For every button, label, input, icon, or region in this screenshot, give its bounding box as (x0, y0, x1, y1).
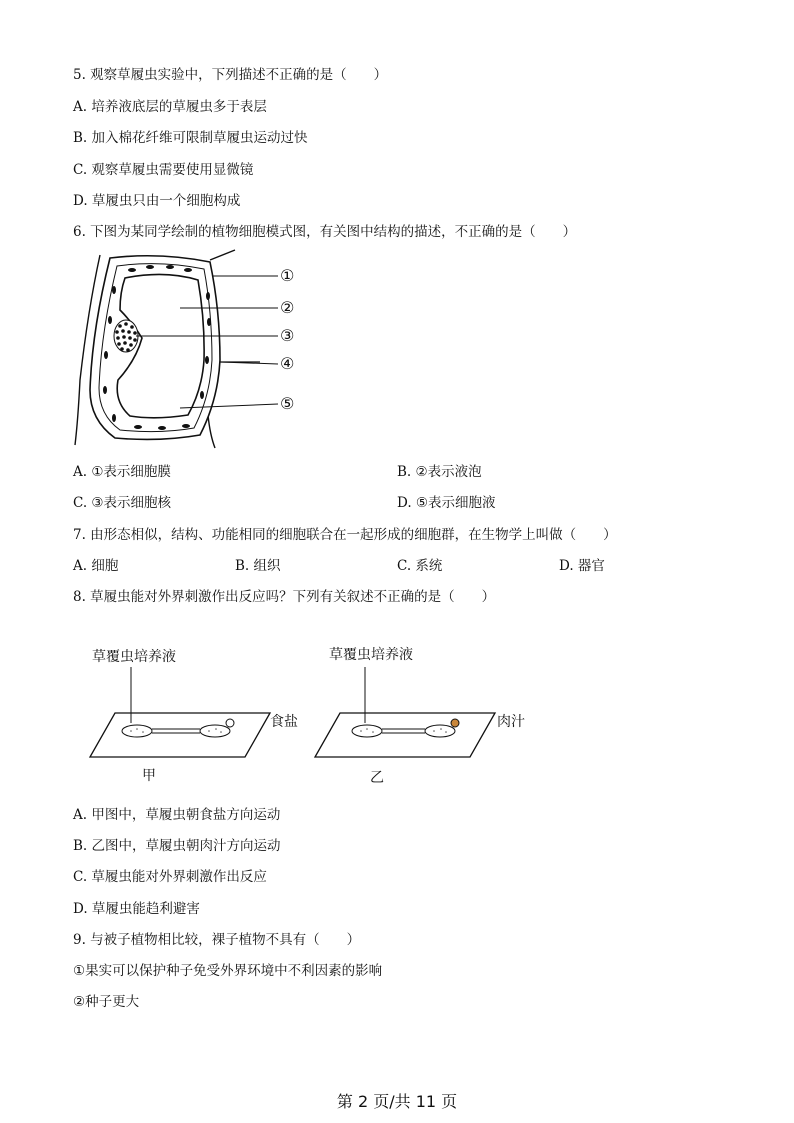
q8-option-d: D. 草履虫能趋利避害 (73, 901, 200, 917)
q8-option-b: B. 乙图中，草履虫朝肉汁方向运动 (73, 838, 281, 854)
right-stimulus-label: 肉汁 (497, 714, 525, 730)
q7-option-d: D. 器官 (559, 558, 605, 574)
q7-option-b: B. 组织 (235, 558, 281, 574)
q5-option-b: B. 加入棉花纤维可限制草履虫运动过快 (73, 130, 308, 146)
plant-cell-diagram (70, 250, 310, 450)
cell-label-2: ② (280, 298, 295, 317)
cell-label-1: ① (280, 266, 295, 285)
q7-stem: 7. 由形态相似，结构、功能相同的细胞联合在一起形成的细胞群，在生物学上叫做（ ） (73, 527, 617, 543)
q6-option-c: C. ③表示细胞核 (73, 495, 172, 511)
q7-option-c: C. 系统 (397, 558, 443, 574)
q5-option-a: A. 培养液底层的草履虫多于表层 (73, 99, 267, 115)
q5-option-c: C. 观察草履虫需要使用显微镜 (73, 162, 254, 178)
meat-juice-drop (451, 719, 459, 727)
q6-option-a: A. ①表示细胞膜 (73, 464, 171, 480)
page-number: 第 2 页/共 11 页 (336, 1092, 458, 1111)
left-stimulus-label: 食盐 (270, 714, 298, 730)
q9-item-1: ①果实可以保护种子免受外界环境中不利因素的影响 (73, 963, 383, 979)
q9-stem: 9. 与被子植物相比较，裸子植物不具有（ ） (73, 932, 361, 948)
q6-option-b: B. ②表示液泡 (397, 464, 482, 480)
nucleus (114, 320, 138, 352)
q8-stem: 8. 草履虫能对外界刺激作出反应吗？下列有关叙述不正确的是（ ） (73, 589, 496, 605)
right-slide-label: 乙 (370, 770, 384, 786)
cell-label-3: ③ (280, 326, 295, 345)
salt-crystal (226, 719, 234, 727)
cell-label-4: ④ (280, 354, 295, 373)
left-slide-label: 甲 (142, 768, 156, 784)
left-culture-label: 草覆虫培养液 (92, 649, 176, 665)
q6-option-d: D. ⑤表示细胞液 (397, 495, 496, 511)
q5-stem: 5. 观察草履虫实验中，下列描述不正确的是（ ） (73, 67, 388, 83)
q8-option-c: C. 草履虫能对外界刺激作出反应 (73, 869, 267, 885)
q7-option-a: A. 细胞 (73, 558, 119, 574)
q6-stem: 6. 下图为某同学绘制的植物细胞模式图，有关图中结构的描述，不正确的是（ ） (73, 224, 577, 240)
q8-option-a: A. 甲图中，草履虫朝食盐方向运动 (73, 807, 281, 823)
q5-option-d: D. 草履虫只由一个细胞构成 (73, 193, 241, 209)
slide-experiment-diagram (85, 665, 525, 765)
q9-item-2: ②种子更大 (73, 994, 140, 1010)
right-culture-label: 草覆虫培养液 (329, 647, 413, 663)
cell-label-5: ⑤ (280, 394, 295, 413)
